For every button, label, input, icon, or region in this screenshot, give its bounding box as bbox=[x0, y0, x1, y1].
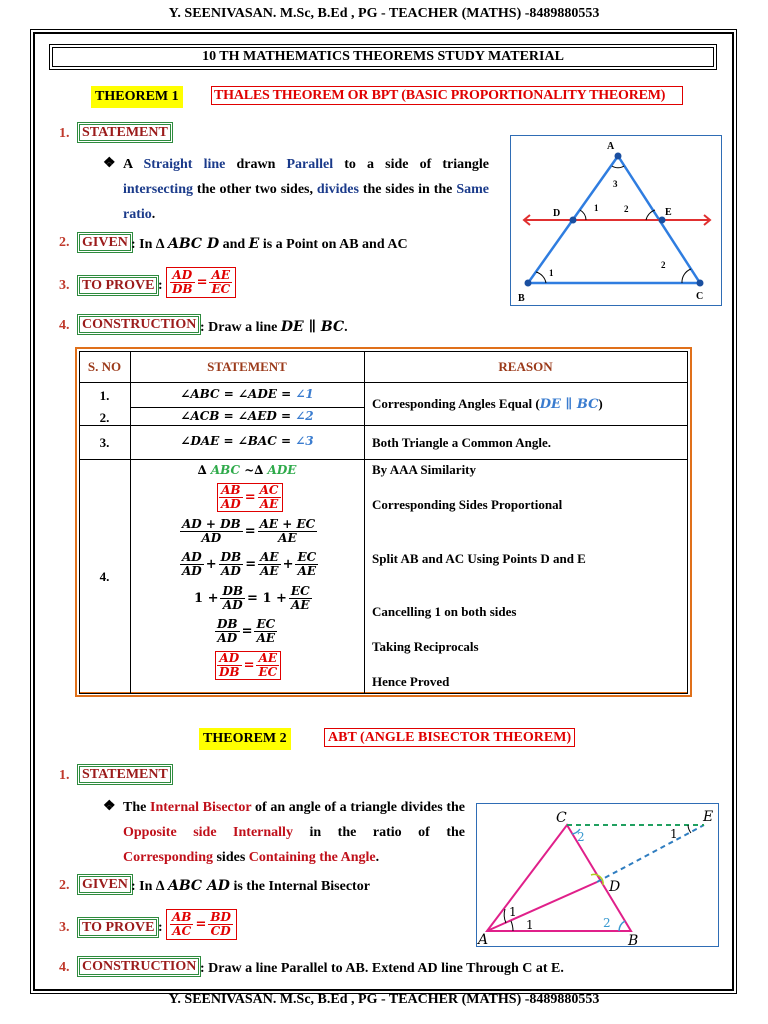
row4-step5: $\frac{DB}{AD}$ = $\frac{EC}{AE}$ bbox=[217, 617, 276, 645]
t2-bullet: ❖ bbox=[103, 799, 116, 814]
t2-given-text: : In ∆ ABC AD is the Internal Bisector bbox=[131, 878, 370, 894]
title-box bbox=[49, 44, 717, 70]
fig1-label-a: A bbox=[607, 141, 615, 152]
fig2-angle-a1-lower: 1 bbox=[526, 918, 534, 932]
t1-statement-num: 1. bbox=[59, 126, 70, 141]
row4-sno: 4. bbox=[99, 569, 110, 584]
fig2-angle-c2: 2 bbox=[577, 830, 585, 844]
fig2-label-e: E bbox=[703, 809, 714, 825]
row4-step2: $\frac{AD + DB}{AD}$ = $\frac{AE + EC}{AE}$ bbox=[182, 517, 316, 545]
t2-given-label-box bbox=[77, 874, 133, 895]
fig2-angle-b2: 2 bbox=[603, 916, 611, 930]
t1-statement-label: STATEMENT bbox=[79, 124, 171, 141]
t2-given-label: GIVEN bbox=[79, 876, 131, 893]
theorem2-name: ABT (ANGLE BISECTOR THEOREM) bbox=[324, 728, 575, 747]
t1-prove-formula: $\frac{AD}{DB}$ = $\frac{AE}{EC}$ bbox=[166, 267, 236, 298]
t2-statement-num: 1. bbox=[59, 768, 70, 783]
thales-triangle-figure bbox=[510, 135, 722, 306]
row1-sno: 1. bbox=[99, 388, 110, 403]
row3-sno: 3. bbox=[99, 435, 110, 450]
t2-construction-label-box bbox=[77, 956, 201, 977]
fig1-angle-e2: 2 bbox=[624, 204, 629, 214]
row4-reason-2: Corresponding Sides Proportional bbox=[372, 497, 563, 512]
t2-construction-num: 4. bbox=[59, 960, 70, 975]
fig1-angle-b1: 1 bbox=[549, 268, 554, 278]
t2-prove-label: TO PROVE bbox=[79, 919, 157, 936]
row4-reason-1: By AAA Similarity bbox=[372, 462, 477, 477]
t1-given-label-box bbox=[77, 232, 133, 253]
fig1-angle-c2: 2 bbox=[661, 260, 666, 270]
page-header: Y. SEENIVASAN. M.Sc, B.Ed , PG - TEACHER (MATHS) -8489880553 bbox=[168, 6, 600, 21]
fig2-angle-e1: 1 bbox=[670, 827, 678, 841]
row4-step3: $\frac{AD}{AD}$ + $\frac{DB}{AD}$ = $\frac{AE}{AE}$ + $\frac{EC}{AE}$ bbox=[182, 550, 317, 578]
t2-prove-formula: $\frac{AB}{AC}$ = $\frac{BD}{CD}$ bbox=[166, 909, 237, 940]
row4-step4: 1 + $\frac{DB}{AD}$ = 1 + $\frac{EC}{AE}$ bbox=[194, 584, 310, 612]
fig2-label-a: A bbox=[478, 932, 489, 947]
t2-statement-text: The Internal Bisector of an angle of a triangle divides the Opposite side Internally in the ratio of the Corresponding sides Containing the Angle. bbox=[123, 800, 466, 865]
t2-prove-num: 3. bbox=[59, 920, 70, 935]
t2-prove-label-box bbox=[77, 917, 159, 938]
t1-prove-label-box bbox=[77, 275, 159, 296]
t1-construction-label: CONSTRUCTION bbox=[79, 316, 199, 333]
t2-prove-colon: : bbox=[158, 920, 163, 935]
row3-reason: Both Triangle a Common Angle. bbox=[372, 435, 552, 450]
table-header-reason: REASON bbox=[498, 359, 553, 374]
fig1-label-c: C bbox=[696, 291, 704, 302]
fig1-label-b: B bbox=[518, 293, 525, 304]
t1-given-num: 2. bbox=[59, 235, 70, 250]
row1-statement: ∠ABC = ∠ADE = ∠1 bbox=[180, 387, 314, 401]
fig2-label-b: B bbox=[628, 933, 639, 947]
fig2-label-d: D bbox=[609, 879, 621, 895]
fig1-label-e: E bbox=[665, 207, 672, 218]
row2-statement: ∠ACB = ∠AED = ∠2 bbox=[180, 409, 314, 423]
row4-similarity: ∆ ABC ~∆ ADE bbox=[197, 463, 297, 477]
row4-step1: $\frac{AB}{AD}$ = $\frac{AC}{AE}$ bbox=[217, 483, 283, 512]
row4-step6: $\frac{AD}{DB}$ = $\frac{AE}{EC}$ bbox=[215, 651, 281, 680]
fig1-label-d: D bbox=[553, 208, 561, 219]
t1-prove-label: TO PROVE bbox=[79, 277, 157, 294]
t1-construction-label-box bbox=[77, 314, 201, 335]
page-title: 10 TH MATHEMATICS THEOREMS STUDY MATERIAL bbox=[52, 47, 714, 67]
t2-given-num: 2. bbox=[59, 878, 70, 893]
row12-reason: Corresponding Angles Equal (DE ∥ BC) bbox=[372, 396, 603, 412]
t1-given-text: : In ∆ ABC D and E is a Point on AB and AC bbox=[131, 236, 408, 252]
page-footer: Y. SEENIVASAN. M.Sc, B.Ed , PG - TEACHER (MATHS) -8489880553 bbox=[168, 992, 600, 1007]
table-header-statement: STATEMENT bbox=[207, 359, 287, 374]
t1-statement-label-box bbox=[77, 122, 173, 143]
fig2-label-c: C bbox=[556, 810, 567, 826]
t2-statement-label-box bbox=[77, 764, 173, 785]
t1-statement-text: A Straight line drawn Parallel to a side of triangle intersecting the other two sides, divides the sides in the Same ratio. bbox=[123, 157, 489, 222]
t2-statement-label: STATEMENT bbox=[79, 766, 171, 783]
theorem1-name: THALES THEOREM OR BPT (BASIC PROPORTIONALITY THEOREM) bbox=[211, 86, 683, 105]
theorem1-label: THEOREM 1 bbox=[91, 86, 183, 108]
t1-given-label: GIVEN bbox=[79, 234, 131, 251]
theorem2-label: THEOREM 2 bbox=[199, 728, 291, 750]
t1-prove-colon: : bbox=[158, 278, 163, 293]
fig1-angle-a3: 3 bbox=[613, 179, 618, 189]
row4-reason-6: Hence Proved bbox=[372, 674, 450, 689]
row2-sno: 2. bbox=[99, 410, 110, 425]
fig1-angle-d1: 1 bbox=[594, 203, 599, 213]
t2-construction-label: CONSTRUCTION bbox=[79, 958, 199, 975]
proof-table bbox=[79, 351, 688, 693]
t2-construction-text: : Draw a line Parallel to AB. Extend AD line Through C at E. bbox=[200, 961, 564, 976]
angle-bisector-figure bbox=[476, 803, 719, 947]
row4-reason-4: Cancelling 1 on both sides bbox=[372, 604, 517, 619]
t1-construction-num: 4. bbox=[59, 318, 70, 333]
table-header-sno: S. NO bbox=[87, 359, 122, 374]
t1-prove-num: 3. bbox=[59, 278, 70, 293]
t1-bullet: ❖ bbox=[103, 156, 116, 171]
row4-reason-5: Taking Reciprocals bbox=[372, 639, 479, 654]
row4-reason-3: Split AB and AC Using Points D and E bbox=[372, 551, 586, 566]
fig2-angle-a1-upper: 1 bbox=[509, 905, 517, 919]
row3-statement: ∠DAE = ∠BAC = ∠3 bbox=[180, 434, 314, 448]
t1-construction-text: : Draw a line DE ∥ BC. bbox=[200, 319, 348, 335]
